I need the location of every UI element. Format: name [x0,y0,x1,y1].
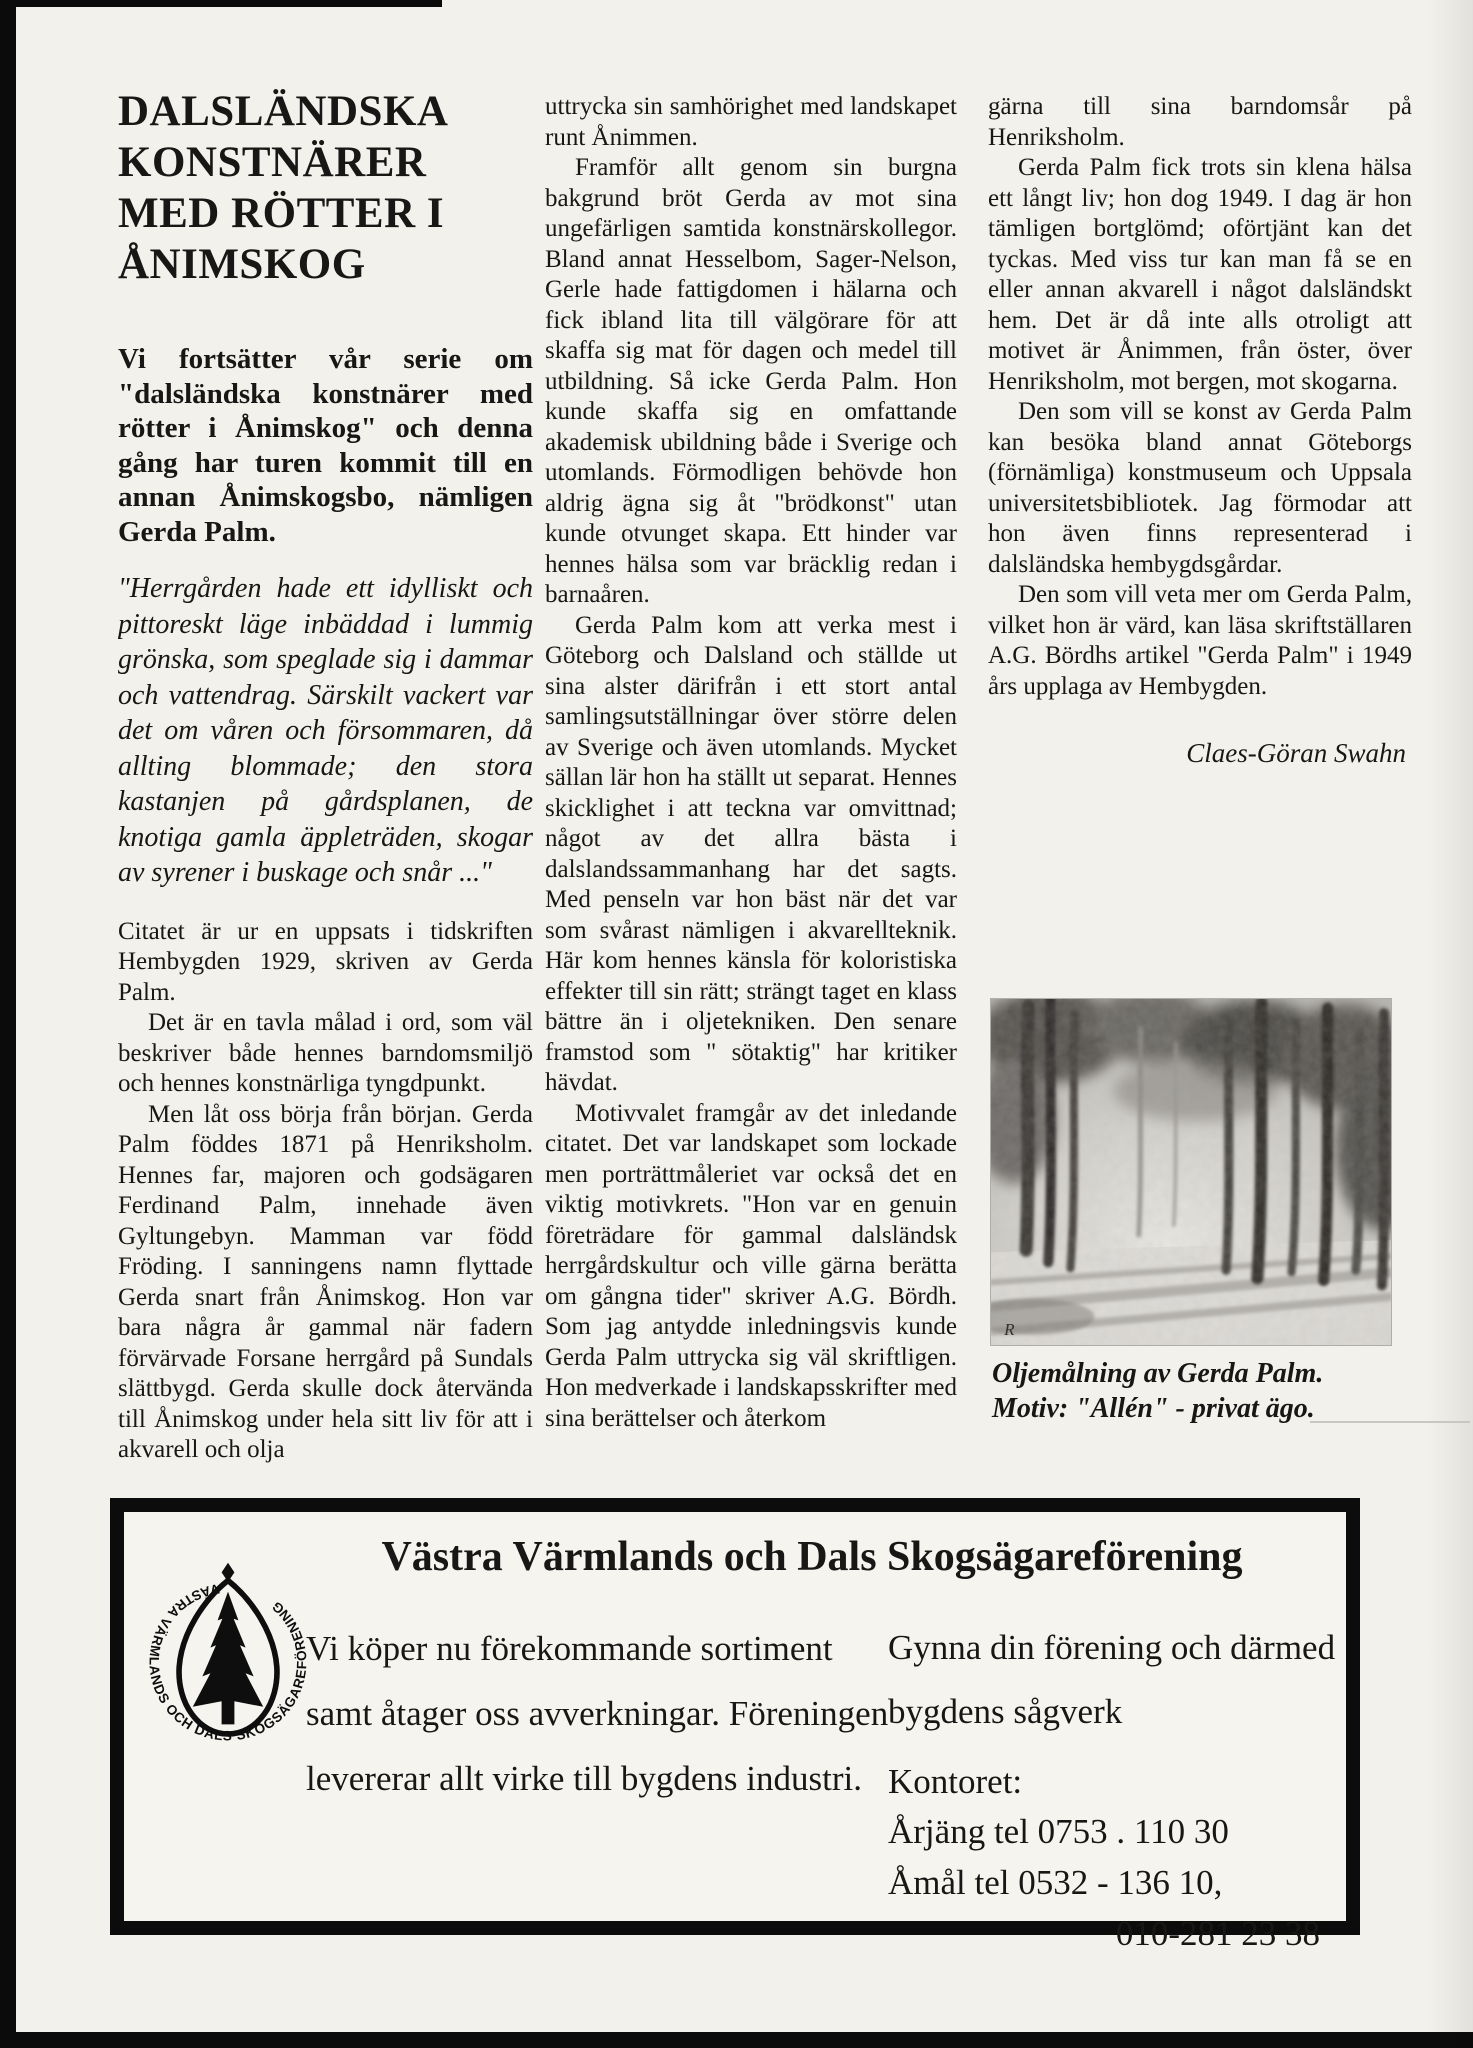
scan-left-edge [0,0,16,2048]
article-paragraph: Den som vill veta mer om Gerda Palm, vilket hon är värd, kan läsa skriftställaren A.G. Bördhs artikel "Gerda Palm" i 1949 års upplaga av Hembygden. [988,581,1412,700]
article-paragraph: Men låt oss börja från början. Gerda Palm föddes 1871 på Henriksholm. Hennes far, majoren och godsägaren Ferdinand Palm, innehade även Gyltungebyn. Mamman var född Fröding. I sanningens namn flyttade Gerda snart från Ånimskog. Hon var bara några år gammal när fadern förvärvade Forsane herrgård på Sundals slättbygd. Gerda skulle dock återvända till Ånimskog under hela sitt liv för att i akvarell och olja [118,1100,533,1463]
article-paragraph: gärna till sina barndomsår på Henriksholm. [988,93,1412,151]
article-column-1 [118,86,533,1496]
ad-phone-numbers [888,1806,1344,1959]
painting-signature: R [1004,1319,1015,1339]
article-paragraph: Gerda Palm kom att verka mest i Göteborg och Dalsland och ställde ut sina alster därifrån i ett stort antal samlingsutställningar över större delen av Sverige och även utomlands. Mycket sällan lär hon ha ställt ut separat. Hennes skicklighet i att teckna var omvittnad; något av det allra bästa i dalslandssammanhang har det sagts. Med penseln var hon bäst när det var som svårast nämligen i akvarellteknik. Här kom hennes känsla för koloristiska effekter till sin rätt; strängt taget en klass bättre än i oljetekniken. Den senare framstod som " sötaktig" har kritiker hävdat. [545,611,957,1096]
article-title-line: ÅNIMSKOG [118,241,366,288]
painting-caption-line: Motiv: "Allén" - privat ägo. [992,1393,1315,1424]
forest-association-logo [140,1542,316,1782]
alley-painting-image [990,998,1392,1346]
article-column-3 [988,92,1412,769]
ad-office-label: Kontoret: [888,1762,1023,1801]
spruce-tree-icon [193,1592,263,1725]
article-intro: Vi fortsätter vår serie om "dalsländska konstnärer med rötter i Ånimskog" och denna gång har turen kommit till en annan Ånimskogsbo, nämligen Gerda Palm. [118,343,533,548]
scan-top-edge [0,0,442,7]
logo-curved-text: VÄSTRA VÄRMLANDS OCH DALS SKOGSÄGAREFÖRENING [146,1581,310,1744]
advertisement-box [110,1498,1360,1953]
scan-bottom-edge [0,2032,1473,2048]
ad-phone-line: 010-281 23 38 [1115,1914,1320,1953]
article-title-line: MED RÖTTER I [118,190,445,237]
article-quote: "Herrgården hade ett idylliskt och pittoreskt läge inbäddad i lummig grönska, som speglade sig i dammar och vattendrag. Särskilt vackert var det om våren och försommaren, då allting blommade; den stora kastanjen på gårdsplanen, de knotiga gamla äppleträden, skogar av syrener i buskage och snår ..." [118,573,533,888]
painting-photo [990,998,1392,1346]
article-title-line: DALSLÄNDSKA [118,88,449,135]
article-column-2 [545,92,957,1496]
article-paragraph: Gerda Palm fick trots sin klena hälsa ett långt liv; hon dog 1949. I dag är hon tämligen bortglömd; oförtjänt kan det tyckas. Med viss tur kan man få se en eller annan akvarell i något dalsländskt hem. Det är då inte alls otroligt att motivet är Ånimmen, från öster, över Henriksholm, mot bergen, mot skogarna. [988,154,1412,395]
spruce-tree-badge-icon [140,1542,316,1782]
ad-phone-line: Årjäng tel 0753 . 110 30 [888,1812,1229,1851]
article-title [118,86,533,290]
article-paragraph: Citatet är ur en uppsats i tidskriften Hembygden 1929, skriven av Gerda Palm. [118,917,533,1006]
ad-phone-line: Åmål tel 0532 - 136 10, [888,1863,1223,1902]
scan-right-shade [1427,0,1473,2048]
ad-right-text: Gynna din förening och därmed bygdens sågverk [888,1628,1336,1731]
article-byline: Claes-Göran Swahn [1186,738,1406,768]
ad-headline: Västra Värmlands och Dals Skogsägareförening [381,1534,1243,1580]
painting-caption-line: Oljemålning av Gerda Palm. [992,1358,1324,1389]
painting-caption [992,1356,1412,1426]
article-title-line: KONSTNÄRER [118,139,427,186]
article-paragraph: uttrycka sin samhörighet med landskapet runt Ånimmen. [545,93,957,151]
article-paragraph: Den som vill se konst av Gerda Palm kan besöka bland annat Göteborgs (förnämliga) konstmuseum och Uppsala universitetsbibliotek. Jag förmodar att hon även finns representerad i dalsländska hembygdsgårdar. [988,398,1412,578]
article-paragraph: Framför allt genom sin burgna bakgrund bröt Gerda av mot sina ungefärligen samtida konstnärskollegor. Bland annat Hesselbom, Sager-Nelson, Gerle hade fattigdomen i hälarna och fick ibland lita till välgörare för att skaffa sig mat för dagen och medel till utbildning. Så icke Gerda Palm. Hon kunde skaffa sig en omfattande akademisk ubildning både i Sverige och utomlands. Förmodligen behövde hon aldrig ägna sig åt "brödkonst" utan kunde otvunget skapa. Ett hinder var hennes hälsa som var bräcklig redan i barnaåren. [545,154,957,608]
article-paragraph: Motivvalet framgår av det inledande citatet. Det var landskapet som lockade men porträttmåleriet var också det en viktig motivkrets. "Hon var en genuin företrädare för gammal dalsländsk herrgårdskultur och ville gärna berätta om gångna tider" skriver A.G. Bördh. Som jag antydde inledningsvis kunde Gerda Palm uttrycka sig väl skriftligen. Hon medverkade i landskapsskrifter med sina berättelser och återkom [545,1099,957,1432]
article-paragraph: Det är en tavla målad i ord, som väl beskriver både hennes barndomsmiljö och hennes konstnärliga tyngdpunkt. [118,1009,533,1097]
ad-right-column [888,1616,1344,1959]
ad-left-text: Vi köper nu förekommande sortiment samt åtager oss avverkningar. Föreningen levererar allt virke till bygdens industri. [306,1629,889,1798]
